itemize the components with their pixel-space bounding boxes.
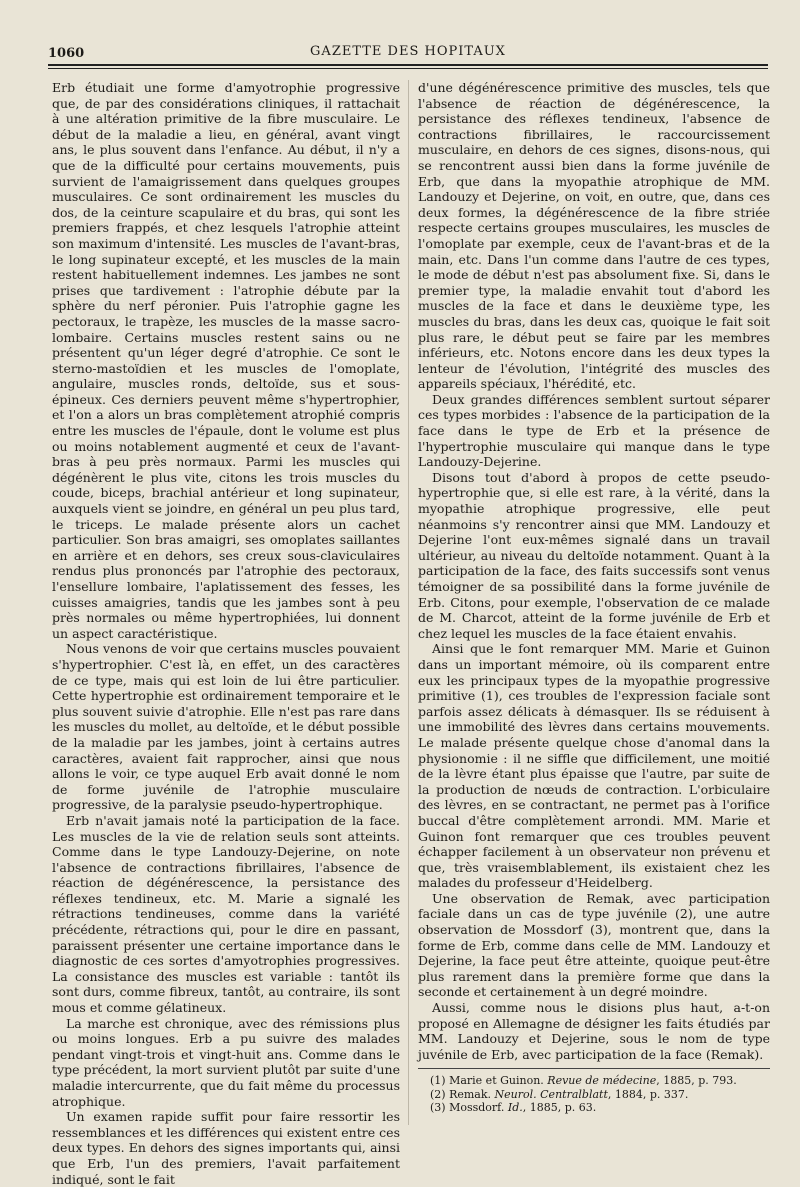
paragraph: Ainsi que le font remarquer MM. Marie et Guinon dans un important mémoire, où ils comparent entre eux les principaux types de la myopathie progressive primitive (1), ces troubles de l'expression faciale sont parfois assez délicats à démasquer. Ils se réduisent à une immobilité des lèvres dans certains mouvements. Le malade présente quelque chose d'anomal dans la physionomie : il ne siffle que difficilement, une moitié de la lèvre étant plus épaisse que l'autre, par suite de la production de nœuds de contraction. L'orbiculaire des lèvres, en se contractant, ne permet pas à l'orifice buccal d'être complètement arrondi. MM. Marie et Guinon font remarquer que ces troubles peuvent échapper facilement à un observateur non prévenu et que, très vraisemblablement, ils existaient chez les malades du professeur d'Heidelberg. <box>418 641 770 891</box>
paragraph: Disons tout d'abord à propos de cette pseudo-hypertrophie que, si elle est rare, à la vérité, dans la myopathie atrophique progressive, elle peut néanmoins s'y rencontrer ainsi que MM. Landouzy et Dejerine l'ont eux-mêmes signalé dans un travail ultérieur, au niveau du deltoïde notamment. Quant à la participation de la face, des faits successifs sont venus témoigner de sa possibilité dans la forme juvénile de Erb. Citons, pour exemple, l'observation de ce malade de M. Charcot, atteint de la forme juvénile de Erb et chez lequel les muscles de la face étaient envahis. <box>418 469 770 641</box>
footnote-author: (2) Remak. <box>430 1087 495 1101</box>
page-number: 1060 <box>48 46 85 61</box>
page-header <box>48 40 768 64</box>
footnote-source: Id. <box>507 1100 523 1114</box>
paragraph: d'une dégénérescence primitive des muscles, tels que l'absence de réaction de dégénérescence, la persistance des réflexes tendineux, l'absence de contractions fibrillaires, le raccourcissement musculaire, en dehors de ces signes, disons-nous, qui se rencontrent aussi bien dans la forme juvénile de Erb, que dans la myopathie atrophique de MM. Landouzy et Dejerine, on voit, en outre, que, dans ces deux formes, la dégénérescence de la fibre striée respecte certains groupes musculaires, les muscles de l'omoplate par exemple, ceux de l'avant-bras et de la main, etc. Dans l'un comme dans l'autre de ces types, le mode de début n'est pas absolument fixe. Si, dans le premier type, la maladie envahit tout d'abord les muscles de la face et dans le deuxième type, les muscles du bras, dans les deux cas, quoique le fait soit plus rare, le début peut se faire par les membres inférieurs, etc. Notons encore dans les deux types la lenteur de l'évolution, l'intégrité des muscles des appareils spéciaux, l'hérédité, etc. <box>418 80 770 392</box>
footnote-author: (3) Mossdorf. <box>430 1100 508 1114</box>
header-rule-thin <box>48 68 768 69</box>
paragraph: Aussi, comme nous le disions plus haut, a-t-on proposé en Allemagne de désigner les faits étudiés par MM. Landouzy et Dejerine, sous le nom de type juvénile de Erb, avec participation de la face (Remak). <box>418 1000 770 1062</box>
footnote-citation: , 1885, p. 793. <box>656 1074 737 1088</box>
footnote <box>418 1101 770 1114</box>
column-divider <box>408 80 409 1125</box>
paragraph: Erb n'avait jamais noté la participation de la face. Les muscles de la vie de relation seuls sont atteints. Comme dans le type Landouzy-Dejerine, on note l'absence de contractions fibrillaires, l'absence de réaction de dégénérescence, la persistance des réflexes tendineux, etc. M. Marie a signalé les rétractions tendineuses, comme dans la variété précédente, rétractions qui, pour le dire en passant, paraissent présenter une certaine importance dans le diagnostic de ces sortes d'amyotrophies progressives. La consistance des muscles est variable : tantôt ils sont durs, comme fibreux, tantôt, au contraire, ils sont mous et comme gélatineux. <box>52 812 400 1016</box>
running-title: GAZETTE DES HOPITAUX <box>310 44 506 59</box>
footnote-citation: , 1885, p. 63. <box>522 1100 597 1114</box>
paragraph: Nous venons de voir que certains muscles pouvaient s'hypertrophier. C'est là, en effet, un des caractères de ce type, mais qui est loin de lui être particulier. Cette hypertrophie est ordinairement temporaire et le plus souvent suivie d'atrophie. Elle n'est pas rare dans les muscles du mollet, au deltoïde, et le début possible de la maladie par les jambes, joint à certains autres caractères, avaient fait rapprocher, ainsi que nous allons le voir, ce type auquel Erb avait donné le nom de forme juvénile de l'atrophie musculaire progressive, de la paralysie pseudo-hypertrophique. <box>52 641 400 813</box>
footnotes <box>418 1074 770 1114</box>
header-rule-thick <box>48 64 768 66</box>
left-column <box>52 80 400 1187</box>
footnote-source: Revue de médecine <box>547 1074 657 1088</box>
paragraph: Deux grandes différences semblent surtout séparer ces types morbides : l'absence de la participation de la face dans le type de Erb et la présence de l'hypertrophie musculaire qui manque dans le type Landouzy-Dejerine. <box>418 391 770 470</box>
footnote-source: Neurol. Centralblatt <box>494 1087 608 1101</box>
footnote-author: (1) Marie et Guinon. <box>430 1074 548 1088</box>
paragraph: La marche est chronique, avec des rémissions plus ou moins longues. Erb a pu suivre des malades pendant vingt-trois et vingt-huit ans. Comme dans le type précédent, la mort survient plutôt par suite d'une maladie intercurrente, que du fait même du processus atrophique. <box>52 1015 400 1109</box>
paragraph: Un examen rapide suffit pour faire ressortir les ressemblances et les différences qui existent entre ces deux types. En dehors des signes importants qui, ainsi que Erb, l'un des premiers, l'avait parfaitement indiqué, sont le fait <box>52 1109 400 1187</box>
paragraph: Erb étudiait une forme d'amyotrophie progressive que, de par des considérations cliniques, il rattachait à une altération primitive de la fibre musculaire. Le début de la maladie a lieu, en général, avant vingt ans, le plus souvent dans l'enfance. Au début, il n'y a que de la difficulté pour certains mouvements, puis survient de l'amaigrissement dans quelques groupes musculaires. Ce sont ordinairement les muscles du dos, de la ceinture scapulaire et du bras, qui sont les premiers frappés, et chez lesquels l'atrophie atteint son maximum d'intensité. Les muscles de l'avant-bras, le long supinateur excepté, et les muscles de la main restent habituellement indemnes. Les jambes ne sont prises que tardivement : l'atrophie débute par la sphère du nerf péronier. Puis l'atrophie gagne les pectoraux, le trapèze, les muscles de la masse sacro-lombaire. Certains muscles restent sains ou ne présentent qu'un léger degré d'atrophie. Ce sont le sterno-mastoïdien et les muscles de l'omoplate, angulaire, muscles ronds, deltoïde, sus et sous-épineux. Ces derniers peuvent même s'hypertrophier, et l'on a alors un bras complètement atrophié compris entre les muscles de l'épaule, dont le volume est plus ou moins notablement augmenté et ceux de l'avant-bras à peu près normaux. Parmi les muscles qui dégénèrent le plus vite, citons les trois muscles du coude, biceps, brachial antérieur et long supinateur, auxquels vient se joindre, en général un peu plus tard, le triceps. Le malade présente alors un cachet particulier. Son bras amaigri, ses omoplates saillantes en arrière et en dehors, ses creux sous-claviculaires rendus plus prononcés par l'atrophie des pectoraux, l'ensellure lombaire, l'aplatissement des fesses, les cuisses amaigries, tandis que les jambes sont à peu près normales ou même hypertrophiées, lui donnent un aspect caractéristique. <box>52 80 400 641</box>
footnote <box>418 1074 770 1087</box>
paragraph: Une observation de Remak, avec participation faciale dans un cas de type juvénile (2), une autre observation de Mossdorf (3), montrent que, dans la forme de Erb, comme dans celle de MM. Landouzy et Dejerine, la face peut être atteinte, quoique peut-être plus rarement dans la première forme que dans la seconde et certainement à un degré moindre. <box>418 890 770 1000</box>
footnote-citation: , 1884, p. 337. <box>607 1087 689 1101</box>
footnote-rule <box>418 1068 770 1069</box>
footnote <box>418 1088 770 1101</box>
right-column <box>418 80 770 1114</box>
